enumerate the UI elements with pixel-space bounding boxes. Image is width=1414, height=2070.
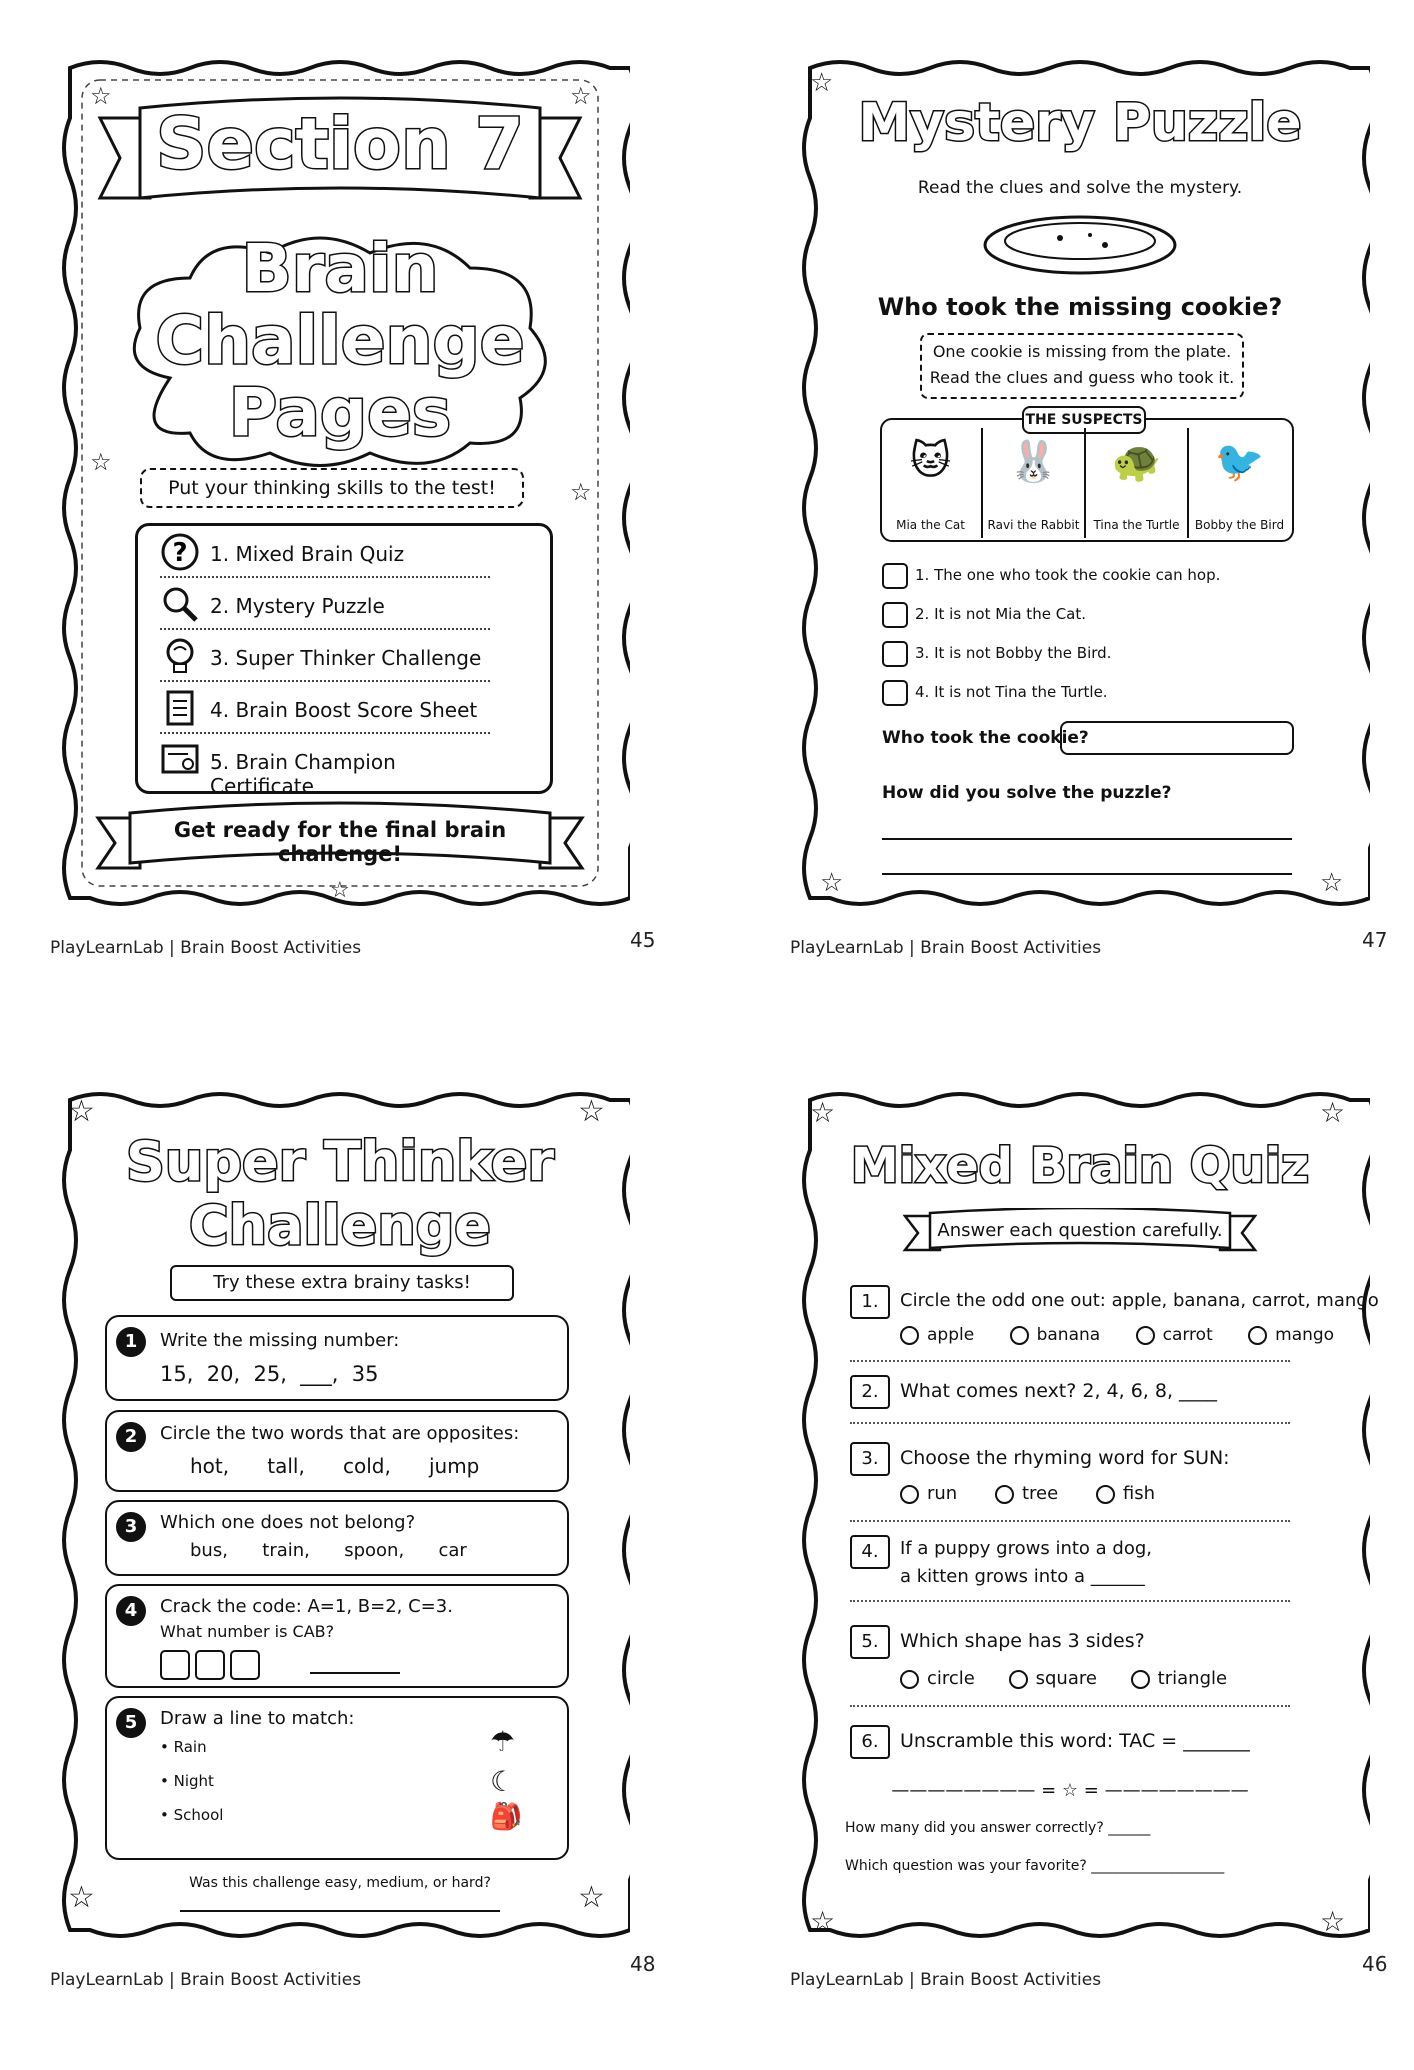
clue-text: 3. It is not Bobby the Bird. [915,644,1112,662]
radio-button[interactable] [1248,1326,1267,1345]
writing-line[interactable] [882,873,1292,875]
task-detail: bus, train, spoon, car [190,1540,467,1561]
intro-box [920,333,1244,399]
contents-item: 4. Brain Boost Score Sheet [160,686,490,734]
page-number: 45 [630,928,656,952]
clue-checkbox[interactable] [882,641,908,667]
task-detail: 15, 20, 25, ___, 35 [160,1362,379,1386]
certificate-icon [160,740,200,780]
option[interactable]: banana [1010,1325,1101,1345]
answer-field[interactable] [1060,721,1294,755]
match-item-label: Rain [173,1738,207,1756]
reflection-line[interactable] [180,1910,500,1912]
page-number: 47 [1362,928,1388,952]
question-text: What comes next? 2, 4, 6, 8, ____ [900,1380,1218,1402]
task-number: 5 [116,1708,146,1738]
task-prompt: Circle the two words that are opposites: [160,1423,520,1444]
question-number: 3. [850,1442,890,1476]
suspect-card [1086,428,1189,538]
explain-prompt: How did you solve the puzzle? [882,783,1172,803]
options-row [900,1483,1155,1504]
task-prompt: Which one does not belong? [160,1512,416,1533]
page-title [120,230,560,451]
review-question: How many did you answer correctly? ______ [845,1820,1151,1836]
question-number: 1. [850,1285,890,1319]
moon-icon: ☾ [490,1765,516,1798]
title-line-2: Challenge [189,1194,491,1257]
footer-brand: PlayLearnLab | Brain Boost Activities [50,938,362,958]
star-icon: ☆ [330,878,350,903]
page-46 [790,1080,1390,2070]
star-icon: ☆ [1320,1905,1346,1938]
star-icon: ☆ [90,82,112,110]
title-line-1: Brain [241,230,439,307]
radio-button[interactable] [1009,1670,1028,1689]
suspect-name: Mia the Cat [896,518,965,532]
review-question: Which question was your favorite? ___________________ [845,1858,1225,1874]
clue-checkbox[interactable] [882,563,908,589]
option[interactable]: tree [995,1483,1058,1504]
task-number: 1 [116,1327,146,1357]
question-number: 6. [850,1725,890,1759]
mystery-question: Who took the missing cookie? [877,293,1283,321]
divider [850,1600,1290,1602]
suspects-row [880,428,1290,538]
radio-button[interactable] [1096,1485,1115,1504]
code-box[interactable] [230,1650,260,1680]
task-number: 2 [116,1422,146,1452]
star-icon: ☆ [1320,1096,1346,1129]
question-text: Choose the rhyming word for SUN: [900,1447,1230,1469]
lightbulb-brain-icon [160,636,200,676]
option[interactable]: fish [1096,1483,1155,1504]
star-icon: ☆ [90,448,112,476]
page-47 [790,48,1390,1038]
question-icon [160,532,200,572]
radio-button[interactable] [1136,1326,1155,1345]
task-prompt: Write the missing number: [160,1330,400,1351]
question-text: Which shape has 3 sides? [900,1630,1145,1652]
star-icon: ☆ [810,1905,836,1938]
reflection-prompt: Was this challenge easy, medium, or hard? [189,1875,491,1891]
star-icon: ☆ [1320,868,1344,898]
title-line-3: Pages [228,374,452,451]
radio-button[interactable] [1010,1326,1029,1345]
match-item-label: Night [173,1772,214,1790]
option[interactable]: apple [900,1325,974,1345]
suspect-card [983,428,1086,538]
suspect-name: Ravi the Rabbit [987,518,1080,532]
task-prompt: Crack the code: A=1, B=2, C=3. [160,1596,453,1617]
task-prompt: Draw a line to match: [160,1708,355,1729]
radio-button[interactable] [900,1326,919,1345]
suspect-card [1189,428,1290,538]
option[interactable]: circle [900,1668,975,1689]
contents-item: ? 1. Mixed Brain Quiz [160,530,490,578]
task-number: 4 [116,1596,146,1626]
suspects-label: THE SUSPECTS [1022,406,1146,434]
page-45 [50,48,656,1038]
suspect-name: Tina the Turtle [1093,518,1180,532]
question-text: If a puppy grows into a dog, [900,1538,1152,1559]
star-icon: ☆ [68,1880,95,1915]
divider [850,1520,1290,1522]
contents-item: 2. Mystery Puzzle [160,582,490,630]
contents-item: 3. Super Thinker Challenge [160,634,490,682]
clue-text: 2. It is not Mia the Cat. [915,605,1087,623]
section-title: Section 7 [156,103,524,185]
contents-list [130,518,570,798]
bird-icon: 🐦 [1214,439,1265,485]
magnifier-icon [160,584,200,624]
task-card [105,1315,569,1401]
option[interactable]: run [900,1483,957,1504]
clue-checkbox[interactable] [882,680,908,706]
question-text-line-2: a kitten grows into a ______ [900,1566,1145,1587]
task-number: 3 [116,1512,146,1542]
star-icon: ☆ [570,82,592,110]
svg-text:?: ? [172,538,188,568]
page-subtitle: Answer each question carefully. [937,1220,1223,1241]
star-icon: ☆ [570,478,592,506]
question-number: 2. [850,1375,890,1409]
umbrella-icon: ☂ [490,1725,516,1758]
footer-brand: PlayLearnLab | Brain Boost Activities [790,1970,1102,1990]
page-subtitle: Try these extra brainy tasks! [170,1265,514,1301]
options-row [900,1325,1334,1345]
match-item-label: School [173,1806,224,1824]
option[interactable]: square [1009,1668,1097,1689]
clue-text: 1. The one who took the cookie can hop. [915,566,1221,584]
divider [850,1422,1290,1424]
question-text: Circle the odd one out: apple, banana, carrot, mango [900,1290,1379,1311]
radio-button[interactable] [900,1670,919,1689]
question-number: 5. [850,1625,890,1659]
page-number: 46 [1362,1952,1388,1976]
match-item: • Rain [160,1738,207,1756]
star-icon: ☆ [578,1880,605,1915]
star-icon: ☆ [820,868,844,898]
question-number: 4. [850,1535,890,1569]
checklist-icon [160,688,200,728]
cookie-plate-icon [980,213,1180,278]
option[interactable]: triangle [1131,1668,1227,1689]
rabbit-icon: 🐰 [1008,439,1059,485]
intro-line: Read the clues and guess who took it. [929,368,1235,387]
contents-item: 5. Brain Champion Certificate [160,738,490,784]
section-divider: ———————— = ☆ = ———————— [891,1780,1249,1801]
radio-button[interactable] [900,1485,919,1504]
cat-icon: 🐱 [909,438,952,484]
match-item: • Night [160,1772,214,1790]
page-number: 48 [630,1952,656,1976]
turtle-icon: 🐢 [1111,439,1162,485]
page-title: Mystery Puzzle [858,93,1302,153]
option[interactable]: mango [1248,1325,1334,1345]
question-text: Unscramble this word: TAC = _______ [900,1730,1250,1752]
answer-prompt: Who took the cookie? [882,728,1089,748]
writing-line[interactable] [882,838,1292,840]
divider [850,1360,1290,1362]
match-item: • School [160,1806,224,1824]
suspect-card [880,428,983,538]
clue-checkbox[interactable] [882,602,908,628]
star-icon: ☆ [810,1096,836,1129]
answer-line[interactable] [310,1672,400,1674]
title-line-1: Super Thinker [126,1130,554,1193]
radio-button[interactable] [1131,1670,1150,1689]
options-row [900,1668,1227,1689]
divider [850,1705,1290,1707]
page-48 [50,1080,656,2070]
star-icon: ☆ [68,1094,95,1129]
backpack-icon: 🎒 [490,1802,523,1832]
code-box[interactable] [195,1650,225,1680]
page-title: Mixed Brain Quiz [850,1138,1310,1194]
intro-line: One cookie is missing from the plate. [932,342,1232,361]
task-detail: hot, tall, cold, jump [190,1454,480,1478]
star-icon: ☆ [810,68,834,98]
tagline: Put your thinking skills to the test! [140,468,524,508]
footer-brand: PlayLearnLab | Brain Boost Activities [790,938,1102,958]
task-detail: What number is CAB? [160,1622,335,1641]
code-box[interactable] [160,1650,190,1680]
clue-text: 4. It is not Tina the Turtle. [915,683,1108,701]
footer-brand: PlayLearnLab | Brain Boost Activities [50,1970,362,1990]
title-line-2: Challenge [155,302,525,379]
page-title [90,1130,590,1258]
radio-button[interactable] [995,1485,1014,1504]
bottom-ribbon-text: Get ready for the final brain challenge! [173,818,507,866]
suspect-name: Bobby the Bird [1194,518,1285,532]
star-icon: ☆ [578,1094,605,1129]
option[interactable]: carrot [1136,1325,1213,1345]
page-subtitle: Read the clues and solve the mystery. [917,178,1243,198]
